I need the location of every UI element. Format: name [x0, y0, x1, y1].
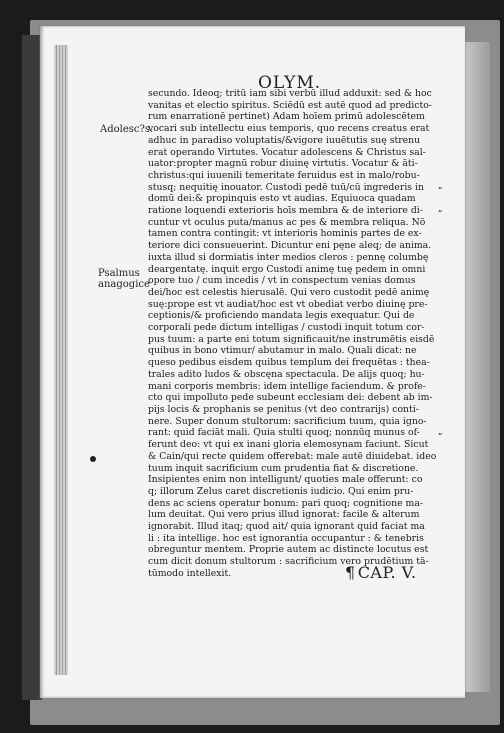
text-line: trales adito ludos & obscęna spectacula. De alijs quoq; hu- [148, 368, 425, 380]
quote-mark: „ [438, 427, 443, 437]
text-line: secundo. Ideoq; tritū iam sibi verbū illud adduxit: sed & hoc [148, 88, 432, 99]
text-line: tuum inquit sacrificium cum prudentia fiat & discretione. [148, 462, 419, 474]
text-line: iuxta illud si dormiatis inter medios cleros : pennę columbę [148, 251, 429, 263]
text-line: Insipientes enim non intelligunt/ quoties male offerunt: co [148, 474, 423, 486]
running-head: OLYM. [258, 73, 322, 93]
text-line: suę:prope est vt audiat/hoc est vt obediat verbo diuinę pre- [148, 298, 428, 310]
text-line: ignorabit. Illud itaq; quod ait/ quia ignorant quid faciat ma [148, 521, 425, 533]
text-line: corporali pede dictum intelligas / custodi inquit totum cor- [148, 322, 425, 334]
margin-dot-mark [90, 456, 96, 462]
text-line: ferunt deo: vt qui ex inani gloria elemosynam faciunt. Sicut [148, 439, 429, 451]
pilcrow-icon: ¶ [345, 563, 356, 582]
text-line: mani corporis membris: idem intellige faciendum. & profe- [148, 380, 426, 392]
text-line: queso pedibus eisdem quibus templum dei frequētas : thea- [148, 357, 430, 369]
text-line: deargentatę. inquit ergo Custodi animę tuę pedem in omni [148, 263, 426, 275]
text-line: stusq; nequitię inouator. Custodi pedē tuū/cū ingrederis in [148, 181, 424, 193]
text-line: christus:qui iuuenili temeritate feruidus est in malo/robu- [148, 169, 420, 181]
text-line: adhuc in paradiso voluptatis/&vigore iuuētutis suę strenu [148, 134, 421, 146]
text-line: dens ac sciens operatur bonum: pari quoq; cognitione ma- [148, 497, 424, 509]
text-line: obreguntur mentem. Proprie autem ac distincte locutus est [148, 544, 429, 556]
text-line: tūmodo intellexit. [148, 567, 232, 579]
margin-note-psalmus: Psalmus anagogice [98, 268, 150, 290]
text-line: ceptionis/& proficiendo mandata legis exequatur. Qui de [148, 310, 415, 322]
text-line: rum enarrationē pertinet) Adam hoīem primū adolescētem [148, 111, 425, 123]
text-line: pijs locis & prophanis se penitus (vt deo contrarijs) conti- [148, 403, 419, 415]
text-line: tamen contra contingit: vt interioris hominis partes de ex- [148, 228, 422, 240]
quote-mark: „ [438, 204, 443, 214]
catchword [345, 563, 417, 582]
text-line: nere. Super donum stultorum: sacrificium tuum, quia igno- [148, 415, 427, 427]
page-stack-edges [54, 45, 68, 675]
text-line: & Cain/qui recte quidem offerebat: male autē diuidebat. ideo [148, 450, 437, 462]
book-spine-shadow [22, 35, 42, 700]
text-line: rant: quid faciāt mali. Quia stulti quoq; nonnūq munus of- [148, 427, 420, 439]
text-line: pus tuum: a parte eni totum significauit/ne instrumētis eisdē [148, 333, 435, 345]
text-line: vanitas et electio spiritus. Sciēdū est autē quod ad predicto- [148, 99, 432, 111]
text-line: uator:propter magnū robur diuinę virtutis. Vocatur & āti- [148, 158, 418, 170]
catchword-text: CAP. V. [357, 563, 417, 582]
right-page-edges [465, 42, 490, 692]
text-line: q; illorum Zelus caret discretionis iudicio. Qui enim pru- [148, 485, 414, 497]
quote-mark: „ [438, 181, 443, 191]
text-line: teriore dici consueuerint. Dicuntur eni pęne aleq; de anima. [148, 240, 432, 252]
text-line: cum dicit donum stultorum : sacrificium vero prudētium tā- [148, 556, 429, 568]
text-line: erat operando Virtutes. Vocatur adolescens & Christus sal- [148, 146, 426, 158]
text-line: ratione loquendi exterioris hoīs membra & de interiore di- [148, 205, 423, 217]
text-line: cuntur vt oculus puta/manus ac pes & membra reliqua. Nō [148, 216, 426, 228]
text-line: lum deuitat. Qui vero prius illud ignorat: facile & alterum [148, 509, 420, 521]
text-line: li : ita intellige. hoc est ignorantia occupantur : & tenebris [148, 532, 424, 544]
text-line: cto qui impolluto pede subeunt ecclesiam dei: debent ab im- [148, 392, 433, 404]
text-line: vocari sub intellectu eius temporis, quo recens creatus erat [148, 123, 430, 135]
margin-note-adolescens: Adolesc?s. [100, 124, 154, 135]
text-line: domū dei:& propinquis esto vt audias. Equiuoca quadam [148, 193, 416, 205]
text-line: dei/hoc est celestis hierusalē. Qui vero custodit pedē animę [148, 286, 430, 298]
body-text [148, 88, 448, 580]
text-line: opore tuo / cum incedis / vt in conspectum venias domus [148, 275, 416, 287]
text-line: quibus in bono vtimur/ abutamur in malo. Quali dicat: ne [148, 345, 417, 357]
